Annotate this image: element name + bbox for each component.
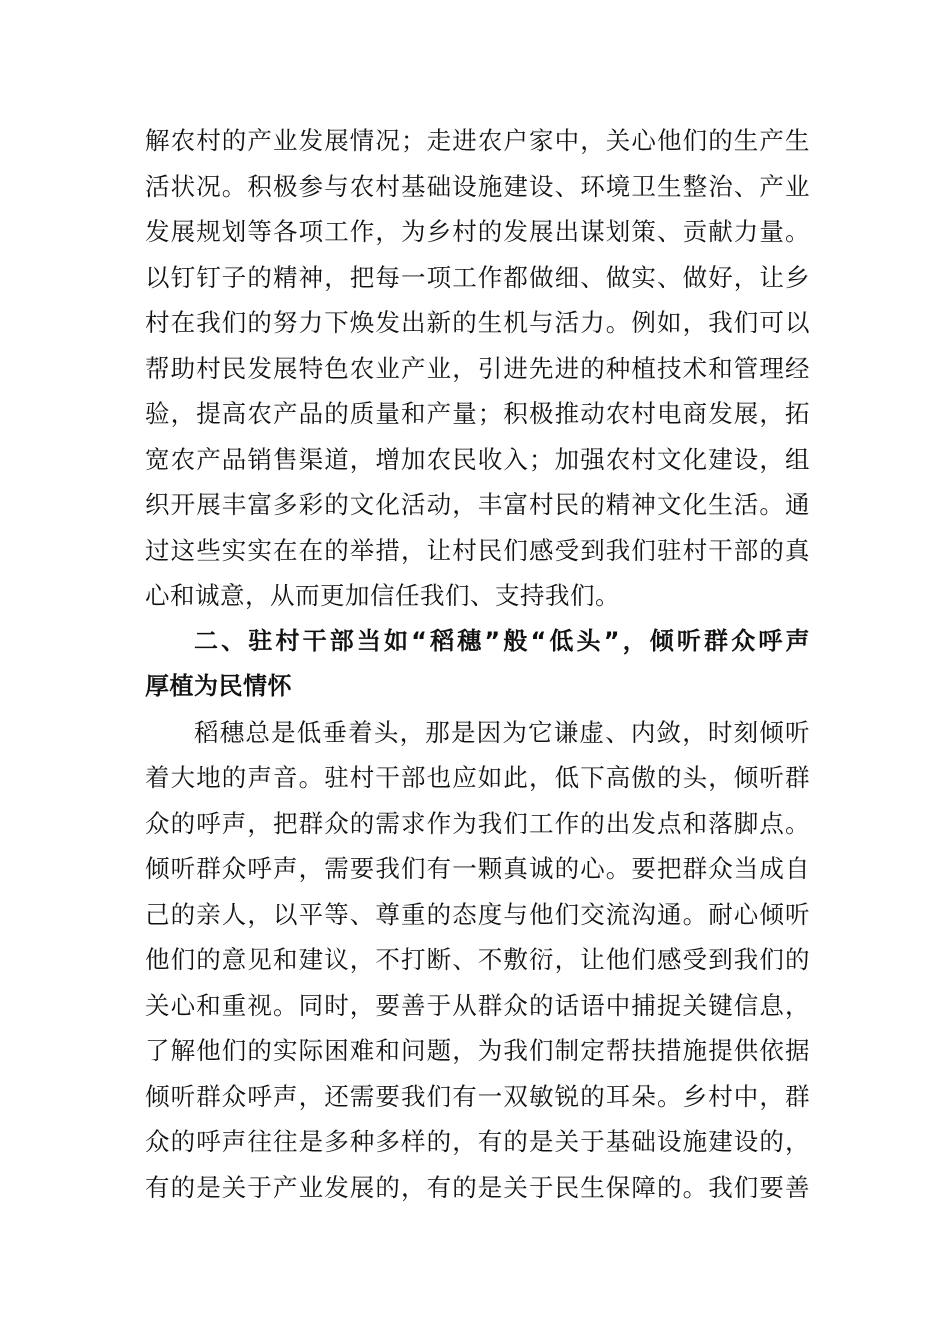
text-line: 过这些实实在在的举措，让村民们感受到我们驻村干部的真 [145, 535, 810, 565]
text-line: 活状况。积极参与农村基础设施建设、环境卫生整治、产业 [145, 171, 810, 201]
text-line: 倾听群众呼声，需要我们有一颗真诚的心。要把群众当成自 [145, 854, 810, 883]
section-heading-line: 厚植为民情怀 [145, 672, 292, 700]
text-line: 心和诚意，从而更加信任我们、支持我们。 [145, 581, 620, 610]
text-line: 他们的意见和建议，不打断、不敷衍，让他们感受到我们的 [145, 945, 810, 974]
text-line: 众的呼声往往是多种多样的，有的是关于基础设施建设的， [145, 1127, 810, 1156]
text-line: 村在我们的努力下焕发出新的生机与活力。例如，我们可以 [145, 308, 810, 337]
paragraph-1 [145, 118, 810, 619]
text-line: 发展规划等各项工作，为乡村的发展出谋划策、贡献力量。 [145, 217, 810, 246]
text-line: 以钉钉子的精神，把每一项工作都做细、做实、做好，让乡 [145, 262, 810, 292]
text-line: 众的呼声，把群众的需求作为我们工作的出发点和落脚点。 [145, 808, 810, 838]
text-line: 帮助村民发展特色农业产业，引进先进的种植技术和管理经 [145, 353, 810, 383]
paragraph-2 [145, 710, 810, 1211]
text-line: 己的亲人，以平等、尊重的态度与他们交流沟通。耐心倾听 [145, 899, 810, 929]
text-line: 宽农产品销售渠道，增加农民收入；加强农村文化建设，组 [145, 444, 810, 474]
text-line: 验，提高农产品的质量和产量；积极推动农村电商发展，拓 [145, 399, 810, 428]
text-line: 着大地的声音。驻村干部也应如此，低下高傲的头，倾听群 [145, 763, 810, 792]
text-line: 了解他们的实际困难和问题，为我们制定帮扶措施提供依据 [145, 1036, 810, 1065]
text-line: 倾听群众呼声，还需要我们有一双敏锐的耳朵。乡村中，群 [145, 1081, 810, 1111]
section-heading-line: 二、驻村干部当如“稻穗”般“低头”，倾听群众呼声 [194, 626, 810, 655]
text-line: 稻穗总是低垂着头，那是因为它谦虚、内敛，时刻倾听 [194, 717, 810, 747]
document-body [145, 118, 810, 1210]
section-heading [145, 619, 810, 710]
text-line: 有的是关于产业发展的，有的是关于民生保障的。我们要善 [145, 1172, 810, 1202]
text-line: 关心和重视。同时，要善于从群众的话语中捕捉关键信息， [145, 990, 810, 1020]
text-line: 解农村的产业发展情况；走进农户家中，关心他们的生产生 [145, 126, 810, 155]
text-line: 织开展丰富多彩的文化活动，丰富村民的精神文化生活。通 [145, 490, 810, 519]
